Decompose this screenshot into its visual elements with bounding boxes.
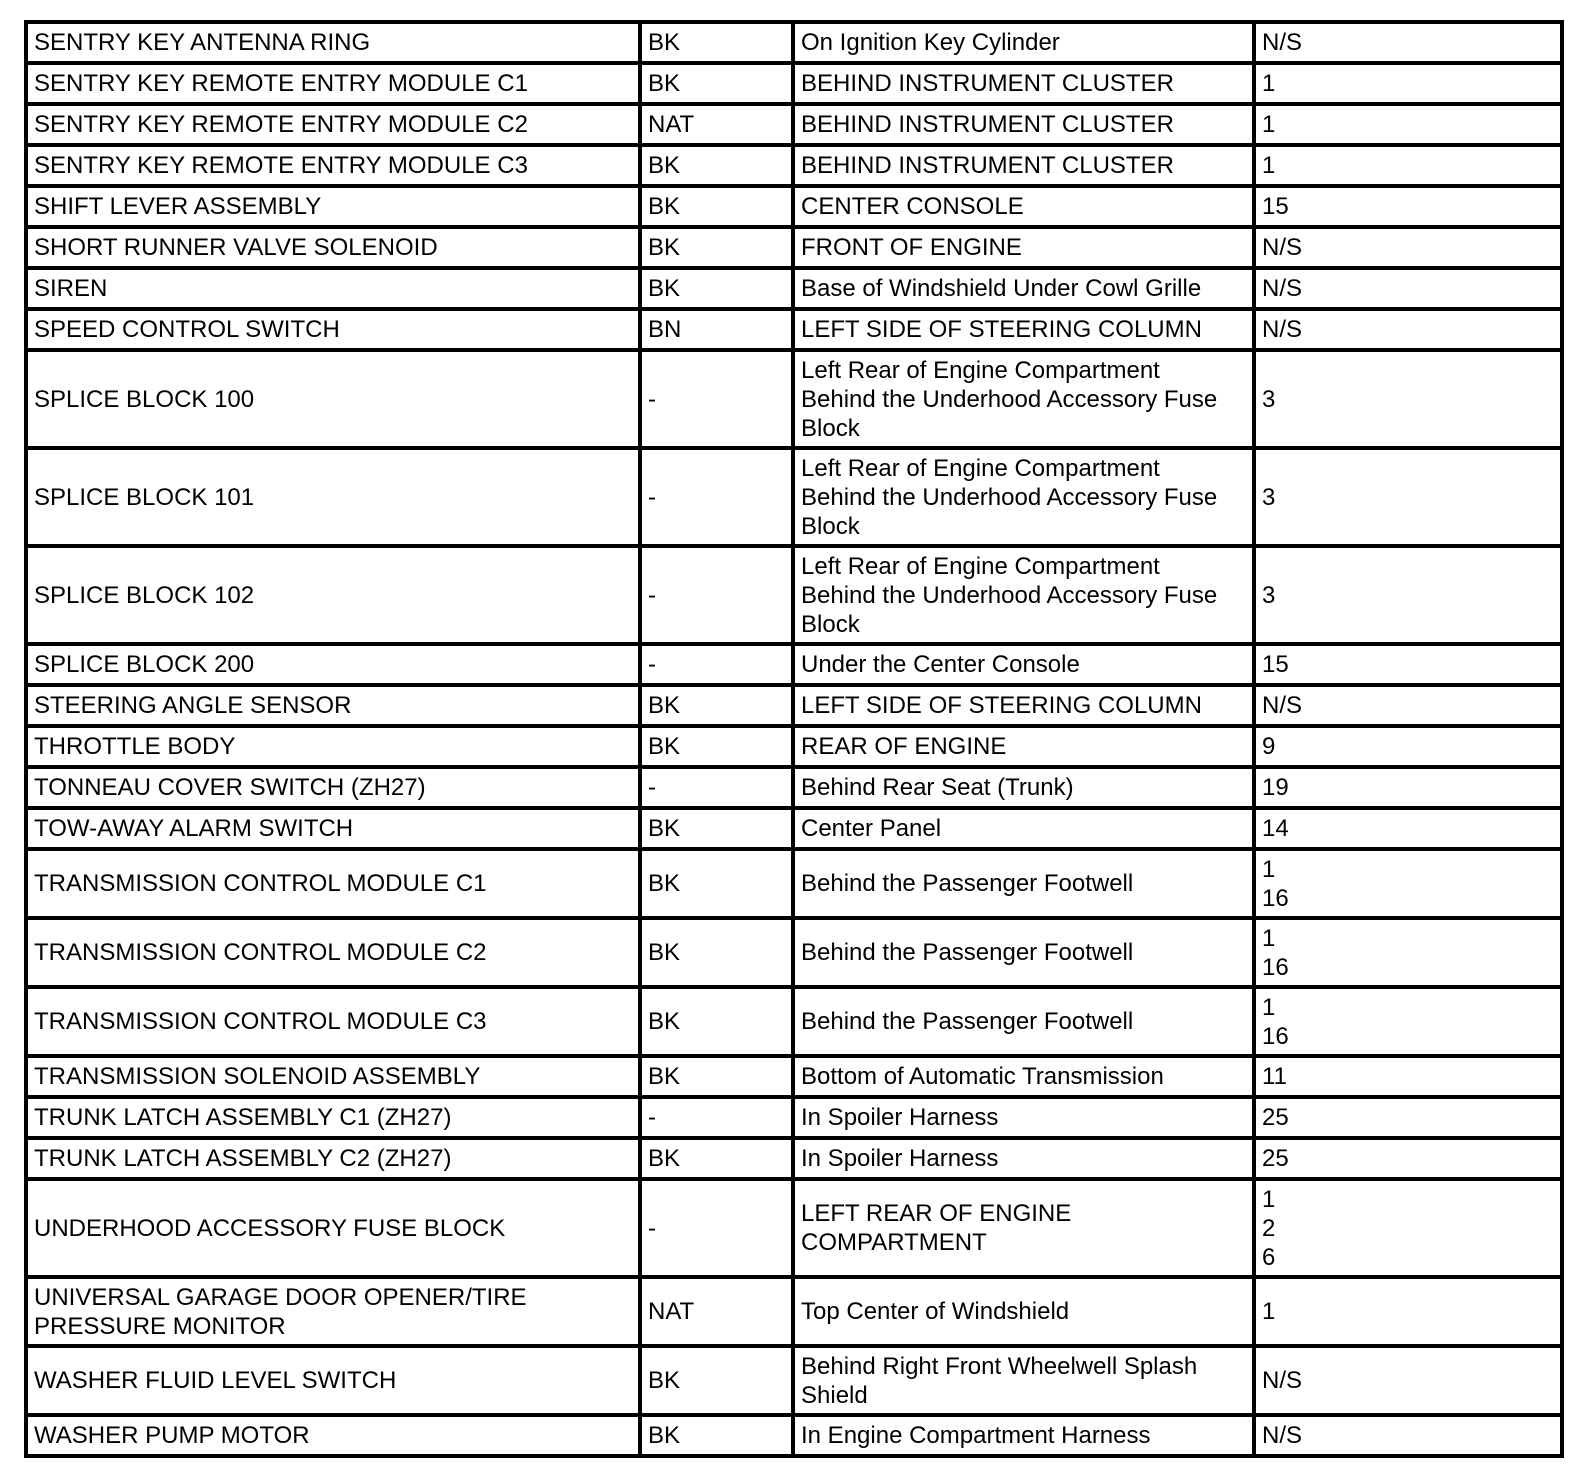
location-cell: [793, 448, 1254, 546]
connector-color-cell: BK: [640, 1346, 793, 1415]
component-name-line: WASHER PUMP MOTOR: [34, 1422, 310, 1449]
location-line: Behind the Passenger Footwell: [801, 870, 1134, 897]
locator-view-cell: [1254, 808, 1562, 849]
component-name-cell: [26, 685, 640, 726]
locator-view-cell: [1254, 726, 1562, 767]
location-cell: [793, 546, 1254, 644]
locator-view-cell: [1254, 767, 1562, 808]
component-name-cell: [26, 448, 640, 546]
table-body: [26, 22, 1562, 1456]
locator-view-cell: [1254, 1179, 1562, 1277]
locator-view-line: 16: [1262, 1022, 1289, 1050]
connector-color-cell: -: [640, 767, 793, 808]
location-line: LEFT SIDE OF STEERING COLUMN: [801, 316, 1202, 343]
component-name-line: TRUNK LATCH ASSEMBLY C1 (ZH27): [34, 1104, 452, 1131]
locator-view-line: 2: [1262, 1214, 1276, 1242]
locator-view-line: 3: [1262, 581, 1276, 609]
locator-view-line: N/S: [1262, 29, 1303, 56]
component-name-line: SENTRY KEY REMOTE ENTRY MODULE C1: [34, 70, 528, 97]
location-line: Behind the Passenger Footwell: [801, 1008, 1134, 1035]
component-name-cell: [26, 145, 640, 186]
locator-view-line: 1: [1262, 152, 1276, 179]
locator-view-cell: [1254, 22, 1562, 63]
connector-color-cell: BK: [640, 918, 793, 987]
location-line: Behind the Underhood Accessory Fuse: [801, 385, 1218, 413]
component-name-line: SENTRY KEY REMOTE ENTRY MODULE C3: [34, 152, 528, 179]
location-line: BEHIND INSTRUMENT CLUSTER: [801, 70, 1174, 97]
location-line: Top Center of Windshield: [801, 1298, 1070, 1325]
locator-view-cell: [1254, 685, 1562, 726]
location-line: BEHIND INSTRUMENT CLUSTER: [801, 152, 1174, 179]
locator-view-cell: [1254, 644, 1562, 685]
table-row: [26, 1097, 1562, 1138]
locator-view-line: 1: [1262, 111, 1276, 138]
locator-view-line: 11: [1262, 1063, 1287, 1090]
component-name-line: TRANSMISSION CONTROL MODULE C1: [34, 870, 487, 897]
locator-view-line: N/S: [1262, 275, 1303, 302]
component-name-cell: [26, 268, 640, 309]
table-row: [26, 186, 1562, 227]
component-name-cell: [26, 987, 640, 1056]
table-row: [26, 309, 1562, 350]
component-name-line: SPLICE BLOCK 200: [34, 651, 255, 678]
locator-view-line: 25: [1262, 1145, 1289, 1172]
connector-color-cell: BK: [640, 849, 793, 918]
component-name-cell: [26, 644, 640, 685]
table-row: [26, 918, 1562, 987]
connector-color-cell: BK: [640, 685, 793, 726]
location-cell: [793, 1277, 1254, 1346]
location-line: In Spoiler Harness: [801, 1145, 999, 1172]
component-name-line: TRUNK LATCH ASSEMBLY C2 (ZH27): [34, 1145, 452, 1172]
locator-view-line: 1: [1262, 1298, 1276, 1325]
connector-color-cell: BK: [640, 1415, 793, 1456]
table-row: [26, 145, 1562, 186]
locator-view-cell: [1254, 918, 1562, 987]
locator-view-line: 3: [1262, 483, 1276, 511]
component-name-cell: [26, 309, 640, 350]
table-row: [26, 726, 1562, 767]
connector-color-cell: BK: [640, 987, 793, 1056]
connector-color-cell: -: [640, 1179, 793, 1277]
location-cell: [793, 644, 1254, 685]
location-cell: [793, 1179, 1254, 1277]
location-line: Behind the Passenger Footwell: [801, 939, 1134, 966]
component-name-line: UNDERHOOD ACCESSORY FUSE BLOCK: [34, 1214, 506, 1242]
location-line: LEFT REAR OF ENGINE: [801, 1200, 1072, 1227]
connector-color-cell: BK: [640, 227, 793, 268]
location-line: Center Panel: [801, 815, 942, 842]
location-line: Block: [801, 512, 860, 540]
location-cell: [793, 1097, 1254, 1138]
locator-view-line: 1: [1262, 70, 1276, 97]
location-line: On Ignition Key Cylinder: [801, 29, 1060, 56]
location-line: COMPARTMENT: [801, 1229, 987, 1256]
locator-view-cell: [1254, 350, 1562, 448]
connector-color-cell: -: [640, 546, 793, 644]
table-row: [26, 1056, 1562, 1097]
locator-view-cell: [1254, 309, 1562, 350]
location-line: BEHIND INSTRUMENT CLUSTER: [801, 111, 1174, 138]
component-name-cell: [26, 227, 640, 268]
connector-color-cell: -: [640, 644, 793, 685]
component-name-line: TRANSMISSION CONTROL MODULE C3: [34, 1008, 487, 1035]
component-name-line: SENTRY KEY ANTENNA RING: [34, 29, 371, 56]
table-row: [26, 227, 1562, 268]
location-cell: [793, 22, 1254, 63]
location-line: In Spoiler Harness: [801, 1104, 999, 1131]
component-name-cell: [26, 1056, 640, 1097]
table-row: [26, 104, 1562, 145]
component-locator-table: [24, 20, 1564, 1458]
connector-color-cell: -: [640, 448, 793, 546]
location-cell: [793, 227, 1254, 268]
location-cell: [793, 63, 1254, 104]
location-line: Left Rear of Engine Compartment: [801, 454, 1160, 482]
location-line: CENTER CONSOLE: [801, 193, 1024, 220]
table-row: [26, 644, 1562, 685]
connector-color-cell: -: [640, 350, 793, 448]
connector-color-cell: BK: [640, 63, 793, 104]
component-name-cell: [26, 767, 640, 808]
location-line: Bottom of Automatic Transmission: [801, 1063, 1164, 1090]
locator-view-line: 1: [1262, 993, 1276, 1021]
component-name-line: SIREN: [34, 275, 108, 302]
location-cell: [793, 186, 1254, 227]
component-name-cell: [26, 1415, 640, 1456]
locator-view-line: N/S: [1262, 692, 1303, 719]
connector-color-cell: BK: [640, 808, 793, 849]
component-name-cell: [26, 546, 640, 644]
table-row: [26, 350, 1562, 448]
component-name-line: SPEED CONTROL SWITCH: [34, 316, 340, 343]
component-name-line: TONNEAU COVER SWITCH (ZH27): [34, 774, 426, 801]
table-row: [26, 22, 1562, 63]
location-cell: [793, 685, 1254, 726]
component-name-line: WASHER FLUID LEVEL SWITCH: [34, 1367, 397, 1394]
component-name-line: SPLICE BLOCK 101: [34, 483, 255, 511]
table-row: [26, 849, 1562, 918]
location-line: REAR OF ENGINE: [801, 733, 1007, 760]
locator-view-line: N/S: [1262, 1422, 1303, 1449]
location-cell: [793, 849, 1254, 918]
component-name-cell: [26, 104, 640, 145]
location-line: In Engine Compartment Harness: [801, 1422, 1151, 1449]
component-name-line: SHORT RUNNER VALVE SOLENOID: [34, 234, 438, 261]
table-row: [26, 767, 1562, 808]
location-cell: [793, 726, 1254, 767]
table-row: [26, 685, 1562, 726]
locator-view-cell: [1254, 987, 1562, 1056]
location-cell: [793, 268, 1254, 309]
locator-view-cell: [1254, 227, 1562, 268]
component-name-cell: [26, 186, 640, 227]
connector-color-cell: BK: [640, 145, 793, 186]
locator-view-cell: [1254, 104, 1562, 145]
connector-color-cell: BK: [640, 22, 793, 63]
component-name-cell: [26, 350, 640, 448]
component-name-line: SENTRY KEY REMOTE ENTRY MODULE C2: [34, 111, 528, 138]
locator-view-cell: [1254, 186, 1562, 227]
location-cell: [793, 1056, 1254, 1097]
connector-color-cell: BN: [640, 309, 793, 350]
locator-view-line: 16: [1262, 884, 1289, 912]
location-line: Behind the Underhood Accessory Fuse: [801, 581, 1218, 609]
location-cell: [793, 1138, 1254, 1179]
location-cell: [793, 350, 1254, 448]
locator-view-line: 15: [1262, 193, 1289, 220]
locator-view-line: 19: [1262, 774, 1289, 801]
component-name-line: TRANSMISSION CONTROL MODULE C2: [34, 939, 487, 966]
location-line: Block: [801, 610, 860, 638]
location-line: LEFT SIDE OF STEERING COLUMN: [801, 692, 1202, 719]
connector-color-cell: NAT: [640, 1277, 793, 1346]
location-cell: [793, 145, 1254, 186]
table-row: [26, 448, 1562, 546]
location-line: Shield: [801, 1381, 868, 1409]
component-name-cell: [26, 22, 640, 63]
table-row: [26, 546, 1562, 644]
locator-view-cell: [1254, 63, 1562, 104]
locator-view-line: N/S: [1262, 1367, 1303, 1394]
table-row: [26, 1179, 1562, 1277]
component-name-line: STEERING ANGLE SENSOR: [34, 692, 352, 719]
location-cell: [793, 987, 1254, 1056]
locator-view-cell: [1254, 1415, 1562, 1456]
connector-color-cell: BK: [640, 726, 793, 767]
table-row: [26, 1277, 1562, 1346]
locator-view-cell: [1254, 546, 1562, 644]
location-line: Under the Center Console: [801, 651, 1080, 678]
locator-view-line: 6: [1262, 1243, 1276, 1271]
component-name-line: PRESSURE MONITOR: [34, 1312, 286, 1340]
component-name-line: TOW-AWAY ALARM SWITCH: [34, 815, 354, 842]
location-line: Block: [801, 414, 860, 442]
location-line: Behind the Underhood Accessory Fuse: [801, 483, 1218, 511]
locator-view-line: 1: [1262, 1185, 1276, 1213]
component-name-cell: [26, 726, 640, 767]
locator-view-line: 15: [1262, 651, 1289, 678]
locator-view-cell: [1254, 1138, 1562, 1179]
location-line: Behind Right Front Wheelwell Splash: [801, 1352, 1198, 1380]
locator-view-cell: [1254, 448, 1562, 546]
connector-color-cell: BK: [640, 186, 793, 227]
locator-view-line: N/S: [1262, 234, 1303, 261]
connector-color-cell: BK: [640, 1056, 793, 1097]
component-name-cell: [26, 1277, 640, 1346]
locator-view-line: 16: [1262, 953, 1289, 981]
location-cell: [793, 767, 1254, 808]
connector-color-cell: -: [640, 1097, 793, 1138]
component-name-cell: [26, 1346, 640, 1415]
locator-view-cell: [1254, 1056, 1562, 1097]
component-name-cell: [26, 1138, 640, 1179]
table-row: [26, 268, 1562, 309]
component-name-line: SHIFT LEVER ASSEMBLY: [34, 193, 322, 220]
table-row: [26, 1415, 1562, 1456]
locator-view-line: 1: [1262, 855, 1276, 883]
component-name-line: SPLICE BLOCK 102: [34, 581, 255, 609]
location-line: Left Rear of Engine Compartment: [801, 552, 1160, 580]
component-name-cell: [26, 918, 640, 987]
locator-view-cell: [1254, 849, 1562, 918]
connector-color-cell: BK: [640, 268, 793, 309]
location-line: Left Rear of Engine Compartment: [801, 356, 1160, 384]
component-name-line: UNIVERSAL GARAGE DOOR OPENER/TIRE: [34, 1283, 527, 1311]
location-cell: [793, 104, 1254, 145]
locator-view-line: 1: [1262, 924, 1276, 952]
locator-view-line: 25: [1262, 1104, 1289, 1131]
location-line: FRONT OF ENGINE: [801, 234, 1022, 261]
location-line: Behind Rear Seat (Trunk): [801, 774, 1074, 801]
component-name-line: SPLICE BLOCK 100: [34, 385, 255, 413]
table-row: [26, 808, 1562, 849]
locator-view-cell: [1254, 268, 1562, 309]
locator-view-cell: [1254, 1277, 1562, 1346]
locator-view-line: 9: [1262, 733, 1276, 760]
connector-color-cell: NAT: [640, 104, 793, 145]
table-row: [26, 1138, 1562, 1179]
component-name-line: TRANSMISSION SOLENOID ASSEMBLY: [34, 1063, 481, 1090]
locator-view-line: N/S: [1262, 316, 1303, 343]
locator-view-cell: [1254, 1097, 1562, 1138]
component-name-cell: [26, 1097, 640, 1138]
locator-view-line: 14: [1262, 815, 1289, 842]
location-cell: [793, 808, 1254, 849]
connector-color-cell: BK: [640, 1138, 793, 1179]
location-cell: [793, 309, 1254, 350]
locator-view-cell: [1254, 1346, 1562, 1415]
component-name-line: THROTTLE BODY: [34, 733, 236, 760]
locator-view-line: 3: [1262, 385, 1276, 413]
table-row: [26, 987, 1562, 1056]
component-name-cell: [26, 808, 640, 849]
location-cell: [793, 1346, 1254, 1415]
locator-view-cell: [1254, 145, 1562, 186]
location-cell: [793, 1415, 1254, 1456]
component-name-cell: [26, 63, 640, 104]
component-name-cell: [26, 1179, 640, 1277]
table-row: [26, 63, 1562, 104]
location-line: Base of Windshield Under Cowl Grille: [801, 275, 1202, 302]
location-cell: [793, 918, 1254, 987]
component-name-cell: [26, 849, 640, 918]
table-row: [26, 1346, 1562, 1415]
